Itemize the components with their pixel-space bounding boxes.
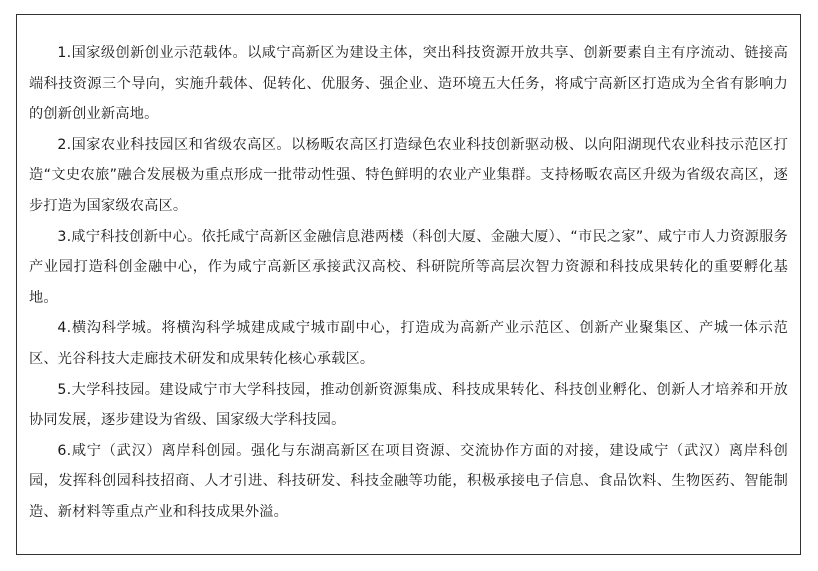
text-box bbox=[16, 14, 801, 555]
paragraph-2: 2.国家农业科技园区和省级农高区。以杨畈农高区打造绿色农业科技创新驱动极、以向阳湖现代农业科技示范区打造“文史农旅”融合发展极为重点形成一批带动性强、特色鲜明的农业产业集群。支持杨畈农高区升级为省级农高区，逐步打造为国家级农高区。 bbox=[29, 136, 788, 214]
paragraph-3: 3.咸宁科技创新中心。依托咸宁高新区金融信息港两楼（科创大厦、金融大厦）、“市民之家”、咸宁市人力资源服务产业园打造科创金融中心，作为咸宁高新区承接武汉高校、科研院所等高层次智力资源和科技成果转化的重要孵化基地。 bbox=[29, 228, 788, 306]
paragraph-5: 5.大学科技园。建设咸宁市大学科技园，推动创新资源集成、科技成果转化、科技创业孵化、创新人才培养和开放协同发展，逐步建设为省级、国家级大学科技园。 bbox=[29, 381, 788, 429]
paragraph-1: 1.国家级创新创业示范载体。以咸宁高新区为建设主体，突出科技资源开放共享、创新要素自主有序流动、链接高端科技资源三个导向，实施升载体、促转化、优服务、强企业、造环境五大任务，将咸宁高新区打造成为全省有影响力的创新创业新高地。 bbox=[29, 45, 788, 123]
paragraph-6: 6.咸宁（武汉）离岸科创园。强化与东湖高新区在项目资源、交流协作方面的对接，建设咸宁（武汉）离岸科创园，发挥科创园科技招商、人才引进、科技研发、科技金融等功能，积极承接电子信息、食品饮料、生物医药、智能制造、新材料等重点产业和科技成果外溢。 bbox=[29, 442, 788, 520]
paragraph-4: 4.横沟科学城。将横沟科学城建成咸宁城市副中心，打造成为高新产业示范区、创新产业聚集区、产城一体示范区、光谷科技大走廊技术研发和成果转化核心承载区。 bbox=[29, 320, 788, 367]
